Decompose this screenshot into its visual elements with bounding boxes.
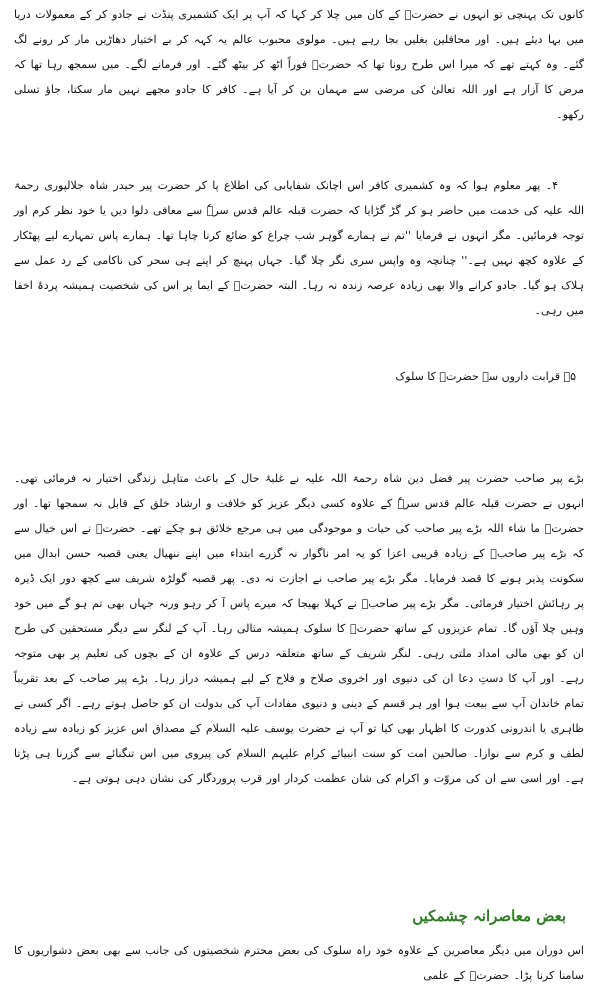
paragraph-2: ۴۔ پھر معلوم ہوا کہ وہ کشمیری کافر اس اچانک شفایابی کی اطلاع پا کر حضرت پیر حیدر شاہ جلالپوری رحمۃ اللہ علیہ کی خدمت میں حاضر ہو کر گڑ گڑایا کہ حضرت قبلہ عالم قدس سرہٗ سے معافی دلوا دیں یا خود نظر کرم اور توجہ فرمائیں۔ مگر انہوں نے فرمایا ''تم نے ہمارے گوہر شب چراغ کو ضائع کرنا چاہا تھا۔ ہمارے پاس تمہارے لیے پھٹکار کے علاوہ کچھ نہیں ہے۔'' چنانچہ وہ واپس سری نگر چلا گیا۔ جہاں پہنچ کر اپنے ہی سحر کی ناکامی کے رد عمل سے ہلاک ہو گیا۔ جادو کرانے والا بھی زیادہ عرصہ زندہ نہ رہا۔ البتہ حضرتؒ کے ایما پر اس کی شخصیت ہمیشہ پردۂ اخفا میں رہی۔ — [14, 179, 584, 317]
paragraph-3: بڑے پیر صاحب حضرت پیر فضل دین شاہ رحمۃ اللہ علیہ نے غلبۂ حال کے باعث متاہل زندگی اختیار نہ فرمائی تھی۔ انہوں نے حضرت قبلہ عالم قدس سرہٗ کے علاوہ کسی دیگر عزیز کو خلافت و ارشاد خلق کے قابل نہ سمجھا تھا۔ اور حضرتؒ ما شاء اللہ بڑے پیر صاحب کی حیات و موجودگی میں ہی مرجع خلائق ہو چکے تھے۔ حضرتؒ نے اس خیال سے کہ بڑے پیر صاحبؒ کے زیادہ قریبی اعزا کو یہ امر ناگوار نہ گزرے ابتداء میں اپنے ننھیال یعنی قصبہ حسن ابدال میں سکونت پذیر ہونے کا قصد فرمایا۔ مگر بڑے پیر صاحب نے اجازت نہ دی۔ پھر قصبہ گولڑہ شریف سے کچھ دور ایک ڈیرہ پر رہائش اختیار فرمائی۔ مگر بڑے پیر صاحبؒ نے کہلا بھیجا کہ میرے پاس آ کر رہو ورنہ جہاں بھی تم ہو گے میں خود وہیں چلا آؤں گا۔ تمام عزیزوں کے ساتھ حضرتؒ کا سلوک ہمیشہ مثالی رہا۔ آپ کے لنگر سے دیگر مستحقین کی طرح ان کو بھی مالی امداد ملتی رہی۔ لنگر شریف کے ساتھ متعلقہ درس کے علاوہ ان کے بچوں کی تعلیم پر بھی متوجہ رہے۔ اور آپ کا دستِ دعا ان کی دنیوی اور اخروی صلاح و فلاح کے لیے ہمیشہ دراز رہا۔ بڑے پیر صاحب کے بعد تقریباً تمام خاندان آپ سے بیعت ہوا اور ہر قسم کے دینی و دنیوی مفادات آپ کی بدولت ان کو حاصل ہوتے رہے۔ اگر کسی نے ظاہری یا اندرونی کدورت کا اظہار بھی کیا تو آپ نے حضرت یوسف علیہ السلام کے مصداق اس عزیز کو زیادہ سے زیادہ لطف و کرم سے نوازا۔ صالحین امت کو سنت انبیائے کرام علیہم السلام کی پیروی میں اس تنگنائے سے گزرنا ہی پڑتا ہے۔ اور اسی سے ان کی مروّت و اکرام کی شان عظمت کردار اور قرب پروردگار کی نشان دہی ہوتی ہے۔ — [14, 472, 584, 785]
section-heading: ۵۔ قرابت داروں سے حضرتؒ کا سلوک — [395, 370, 576, 383]
paragraph-4: اس دوران میں دیگر معاصرین کے علاوہ خود راہ سلوک کی بعض محترم شخصیتوں کی جانب سے بھی بعض دشواریوں کا سامنا کرنا پڑا۔ حضرتؒ کے علمی — [14, 944, 584, 982]
subheading: بعض معاصرانہ چشمکیں — [412, 907, 566, 925]
paragraph-1: کانوں تک پہنچی تو انہوں نے حضرتؒ کے کان میں چلا کر کہا کہ آپ پر ایک کشمیری پنڈت نے جادو کر کے معمولات دریا میں بہا دیئے ہیں۔ اور محافلین بغلیں بجا رہے ہیں۔ مولوی محبوب عالم یہ کہہ کر بے اختیار دھاڑیں مار کر رونے لگ گئے۔ وہ کہتے تھے کہ میرا اس طرح رونا تھا کہ حضرتؒ فوراً اٹھ کر بیٹھ گئے۔ اور فرمانے لگے۔ میں سمجھ رہا تھا کہ مرض کا آزار ہے اور اللہ تعالیٰ کی مرضی سے مہمان بن کر آیا ہے۔ کافر کا جادو مجھے نہیں مار سکتا، جاؤ تسلی رکھو۔ — [14, 8, 584, 121]
